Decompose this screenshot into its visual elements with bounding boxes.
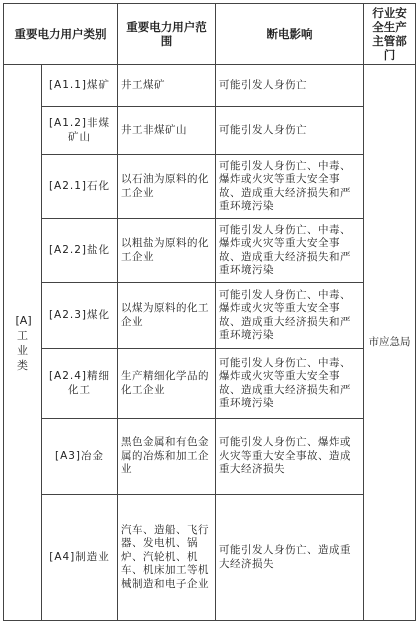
- impact-cell: 可能引发人身伤亡、造成重大经济损失: [216, 495, 364, 621]
- table-row: [4, 349, 416, 419]
- subcategory-cell: [A1.1]煤矿: [42, 65, 118, 107]
- header-user-category: 重要电力用户类别: [4, 4, 118, 65]
- category-label: [A]工业类: [15, 313, 32, 372]
- table-row: [4, 107, 416, 155]
- subcategory-cell: [A2.4]精细化工: [42, 349, 118, 419]
- table-row: [4, 65, 416, 107]
- table-row: [4, 283, 416, 349]
- table-row: [4, 155, 416, 219]
- category-cell: [4, 65, 42, 621]
- department-cell: 市应急局: [364, 65, 416, 621]
- subcategory-cell: [A2.1]石化: [42, 155, 118, 219]
- subcategory-cell: [A2.2]盐化: [42, 219, 118, 283]
- scope-cell: 以石油为原料的化工企业: [118, 155, 216, 219]
- scope-cell: 以煤为原料的化工企业: [118, 283, 216, 349]
- header-row: [4, 4, 416, 65]
- scope-cell: 井工煤矿: [118, 65, 216, 107]
- scope-cell: 黑色金属和有色金属的冶炼和加工企业: [118, 419, 216, 495]
- scope-cell: 井工非煤矿山: [118, 107, 216, 155]
- impact-cell: 可能引发人身伤亡、爆炸或火灾等重大安全事故、造成重大经济损失: [216, 419, 364, 495]
- subcategory-cell: [A2.3]煤化: [42, 283, 118, 349]
- impact-cell: 可能引发人身伤亡: [216, 107, 364, 155]
- impact-cell: 可能引发人身伤亡、中毒、爆炸或火灾等重大安全事故、造成重大经济损失和严重环境污染: [216, 219, 364, 283]
- scope-cell: 生产精细化学品的化工企业: [118, 349, 216, 419]
- subcategory-cell: [A3]冶金: [42, 419, 118, 495]
- impact-cell: 可能引发人身伤亡、中毒、爆炸或火灾等重大安全事故、造成重大经济损失和严重环境污染: [216, 283, 364, 349]
- impact-cell: 可能引发人身伤亡、中毒、爆炸或火灾等重大安全事故、造成重大经济损失和严重环境污染: [216, 349, 364, 419]
- subcategory-cell: [A1.2]非煤矿山: [42, 107, 118, 155]
- header-department: 行业安全生产主管部门: [364, 4, 416, 65]
- scope-cell: 以粗盐为原料的化工企业: [118, 219, 216, 283]
- impact-cell: 可能引发人身伤亡: [216, 65, 364, 107]
- subcategory-cell: [A4]制造业: [42, 495, 118, 621]
- power-user-table: [3, 3, 416, 621]
- impact-cell: 可能引发人身伤亡、中毒、爆炸或火灾等重大安全事故、造成重大经济损失和严重环境污染: [216, 155, 364, 219]
- header-outage-impact: 断电影响: [216, 4, 364, 65]
- table-row: [4, 419, 416, 495]
- table-row: [4, 495, 416, 621]
- scope-cell: 汽车、造船、飞行器、发电机、锅炉、汽轮机、机车、机床加工等机械制造和电子企业: [118, 495, 216, 621]
- header-user-scope: 重要电力用户范围: [118, 4, 216, 65]
- table-row: [4, 219, 416, 283]
